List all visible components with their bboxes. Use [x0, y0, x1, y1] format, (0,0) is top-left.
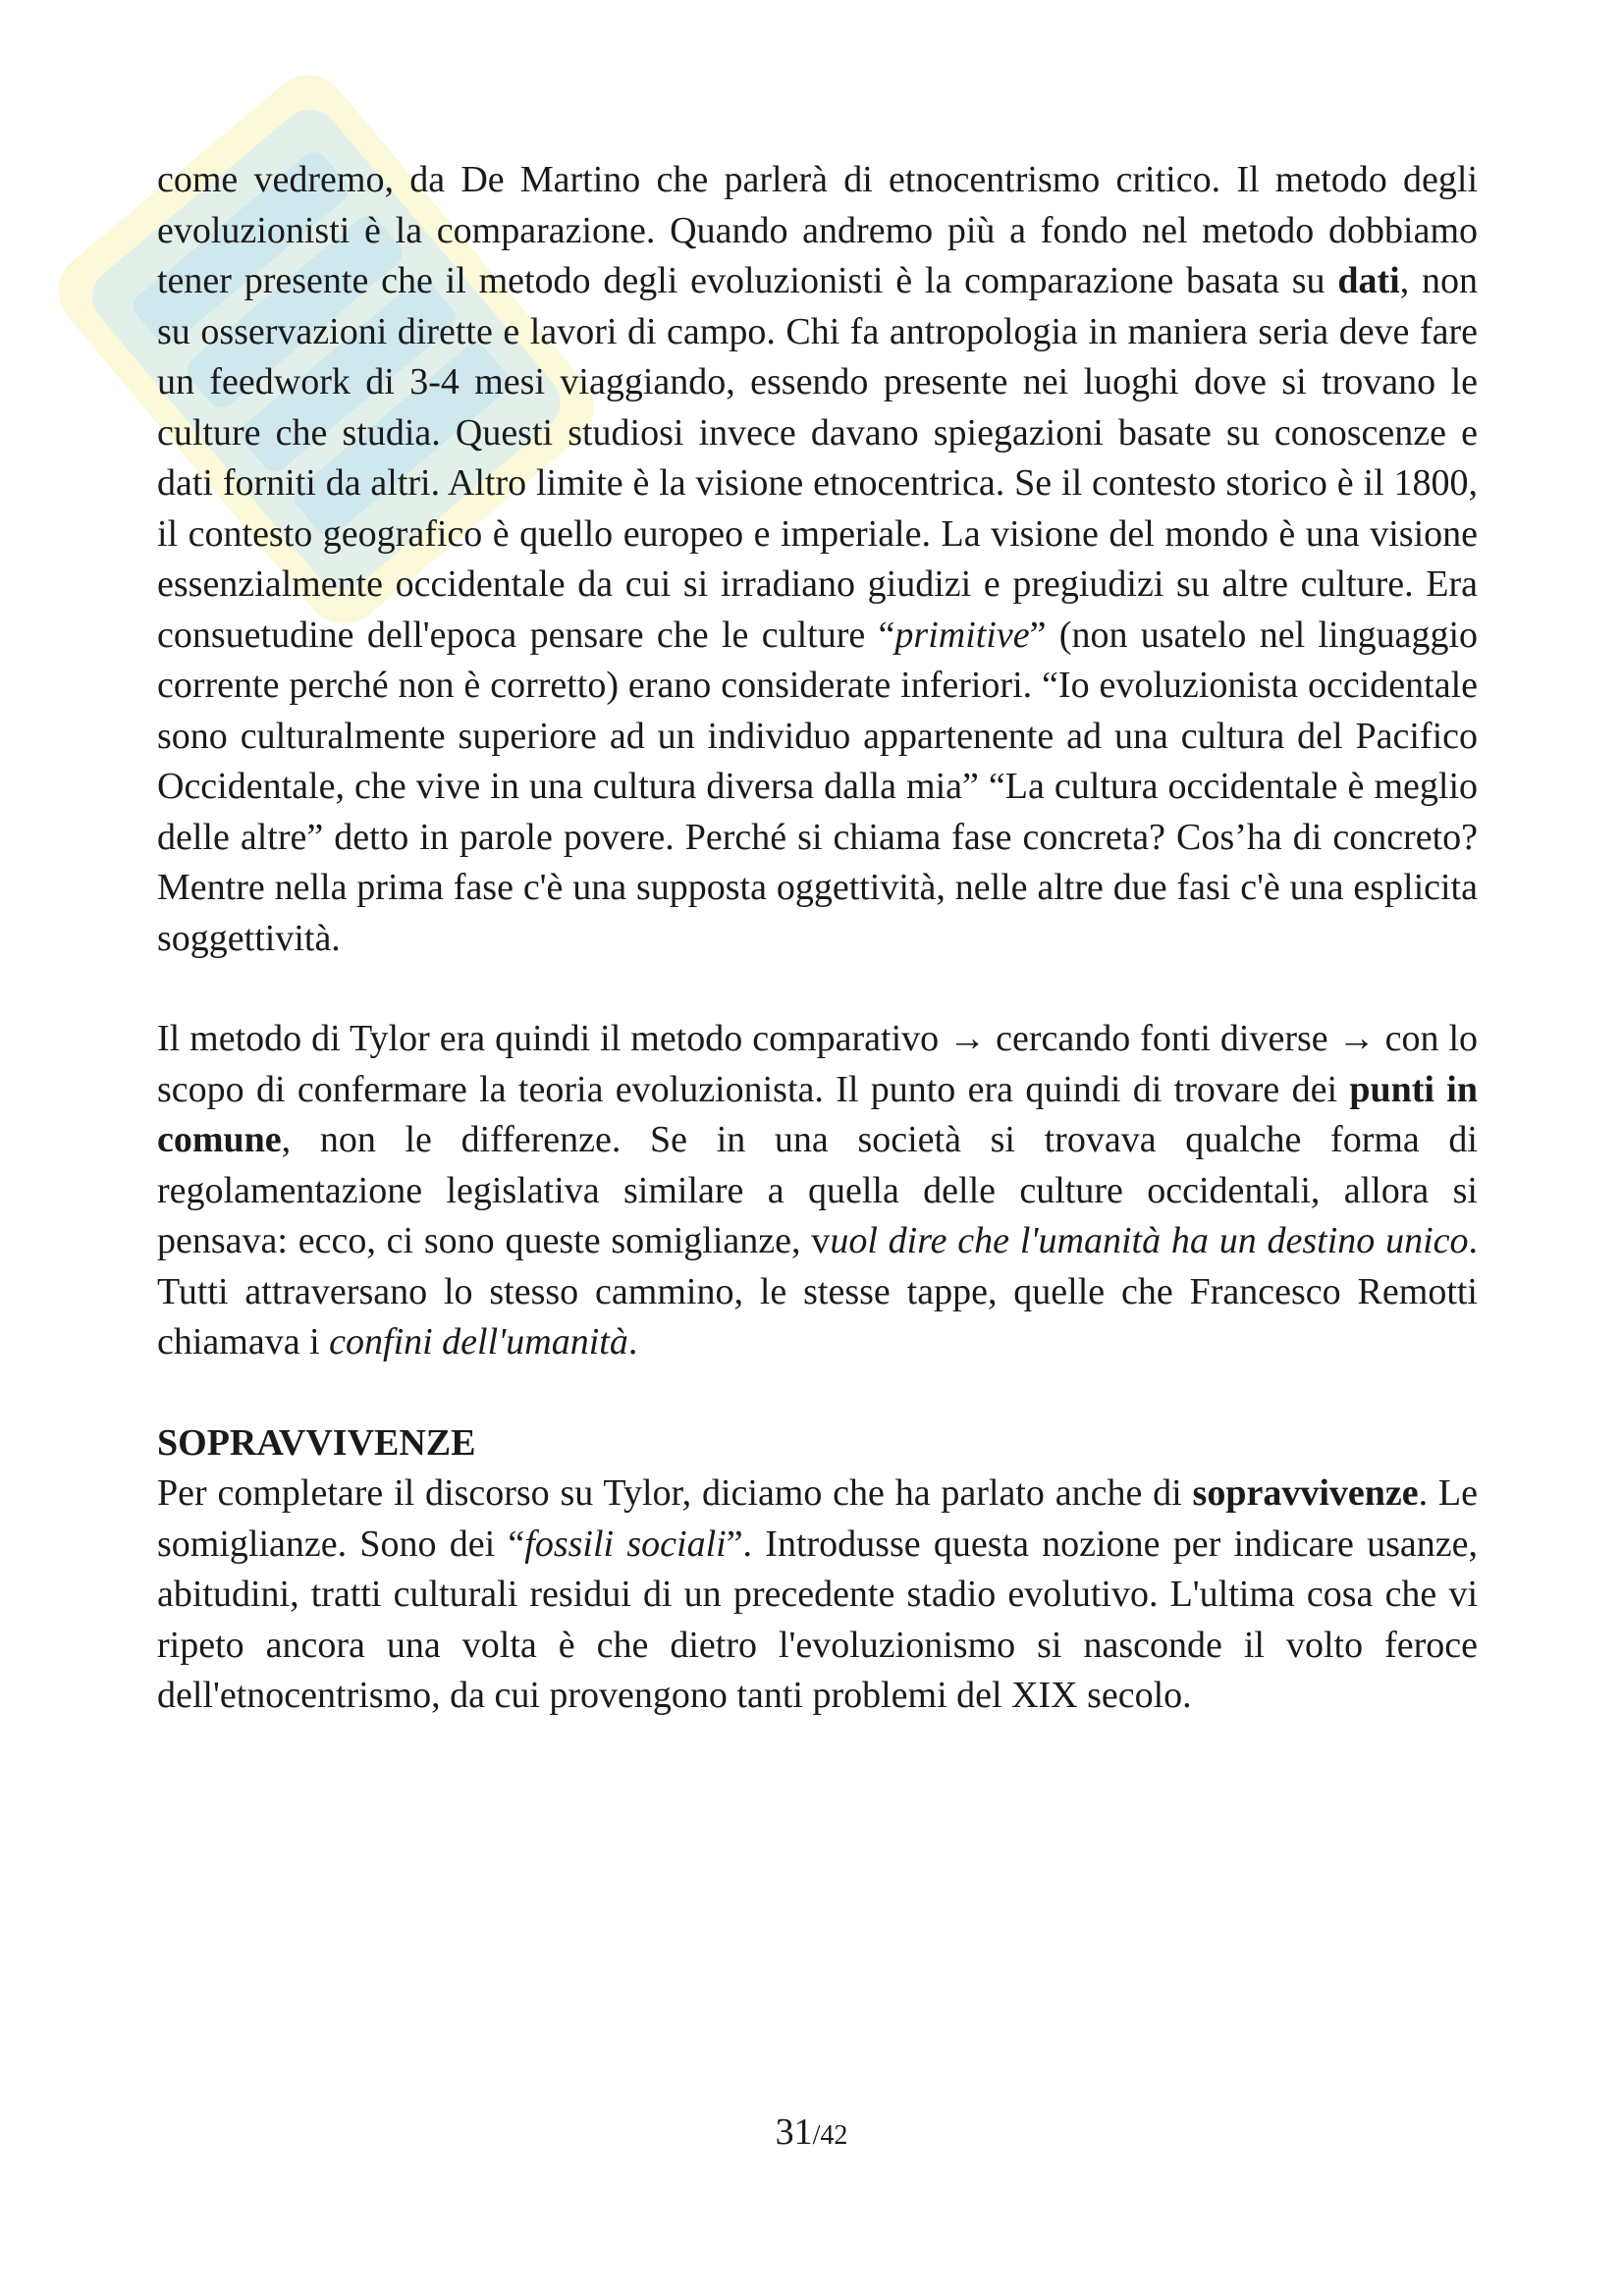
- section-heading: SOPRAVVIVENZE: [157, 1421, 476, 1464]
- body-paragraph-3: Per completare il discorso su Tylor, diciamo che ha parlato anche di sopravvivenze. Le somiglianze. Sono dei “fossili sociali”. Introdusse questa nozione per indicare usanze, abitudini, tratti culturali residui di un precedente stadio evolutivo. L'ultima cosa che vi ripeto ancora una volta è che dietro l'evoluzionismo si nasconde il volto feroce dell'etnocentrismo, da cui provengono tanti problemi del XIX secolo.: [157, 1472, 1479, 1716]
- page-number-current: 31: [775, 2111, 813, 2153]
- italic-phrase-confini: confini dell'umanità: [329, 1321, 628, 1362]
- bold-term-dati: dati: [1337, 260, 1400, 301]
- bold-term-punti-in-comune: punti in comune: [157, 1068, 1478, 1160]
- body-paragraph-2: Il metodo di Tylor era quindi il metodo comparativo → cercando fonti diverse → con lo scopo di confermare la teoria evoluzionista. Il punto era quindi di trovare dei punti in comune, non le differenze. Se in una società si trovava qualche forma di regolamentazione legislativa similare a quella delle culture occidentali, allora si pensava: ecco, ci sono queste somiglianze, vuol dire che l'umanità ha un destino unico. Tutti attraversano lo stesso cammino, le stesse tappe, quelle che Francesco Remotti chiamava i confini dell'umanità.: [157, 1018, 1479, 1362]
- paragraph-gap: [157, 1368, 1478, 1418]
- bold-term-sopravvivenze: sopravvivenze: [1192, 1472, 1419, 1514]
- italic-phrase-destino-unico: uol dire che l'umanità ha un destino unico: [830, 1220, 1469, 1261]
- italic-term-fossili-sociali: fossili sociali: [524, 1522, 727, 1565]
- page-content: [157, 155, 1478, 1722]
- italic-term-primitive: primitive: [894, 614, 1030, 656]
- page-number-total: /42: [812, 2120, 848, 2151]
- body-paragraph-1: come vedremo, da De Martino che parlerà di etnocentrismo critico. Il metodo degli evoluzionisti è la comparazione. Quando andremo più a fondo nel metodo dobbiamo tener presente che il metodo degli evoluzionisti è la comparazione basata su dati, non su osservazioni dirette e lavori di campo. Chi fa antropologia in maniera seria deve fare un feedwork di 3-4 mesi viaggiando, essendo presente nei luoghi dove si trovano le culture che studia. Questi studiosi invece davano spiegazioni basate su conoscenze e dati forniti da altri. Altro limite è la visione etnocentrica. Se il contesto storico è il 1800, il contesto geografico è quello europeo e imperiale. La visione del mondo è una visione essenzialmente occidentale da cui si irradiano giudizi e pregiudizi su altre culture. Era consuetudine dell'epoca pensare che le culture “primitive” (non usatelo nel linguaggio corrente perché non è corretto) erano considerate inferiori. “Io evoluzionista occidentale sono culturalmente superiore ad un individuo appartenente ad una cultura del Pacifico Occidentale, che vive in una cultura diversa dalla mia” “La cultura occidentale è meglio delle altre” detto in parole povere. Perché si chiama fase concreta? Cos’ha di concreto? Mentre nella prima fase c'è una supposta oggettività, nelle altre due fasi c'è una esplicita soggettività.: [157, 159, 1478, 959]
- page-number: [0, 2110, 1623, 2154]
- paragraph-gap: [157, 964, 1478, 1014]
